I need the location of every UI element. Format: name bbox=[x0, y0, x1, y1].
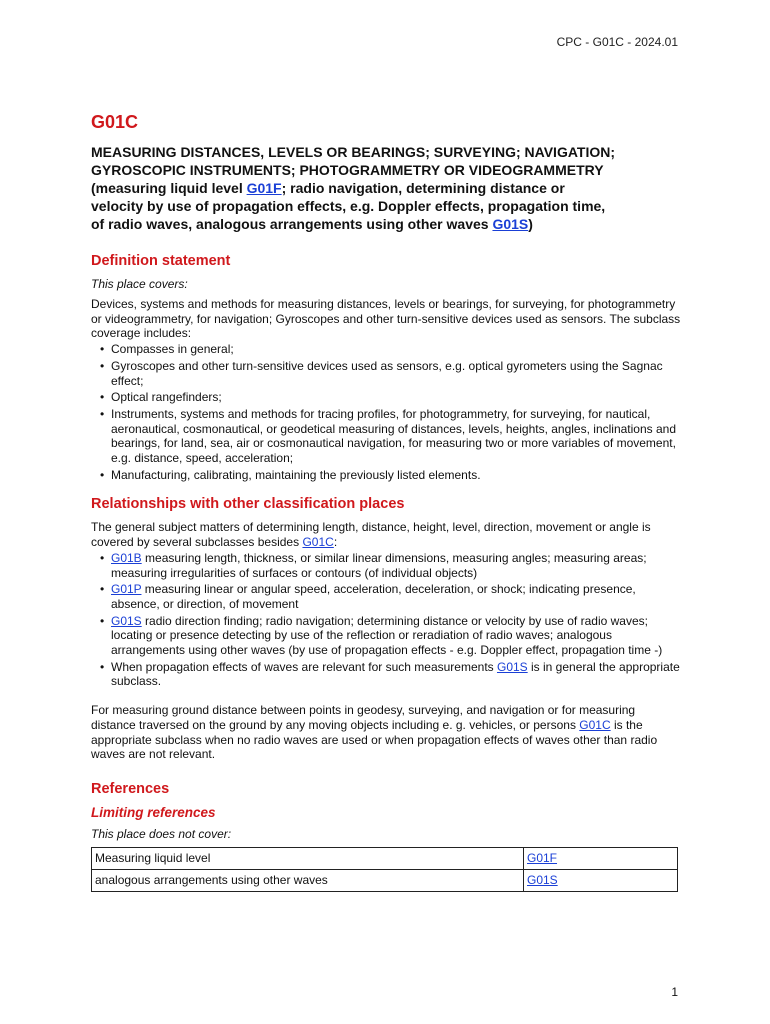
relationships-paragraph bbox=[91, 703, 681, 762]
bullet: • bbox=[100, 358, 105, 373]
reference-code-cell bbox=[524, 869, 678, 891]
list-item bbox=[91, 468, 681, 483]
bullet: • bbox=[100, 550, 105, 565]
page-number: 1 bbox=[671, 985, 678, 999]
link-g01f[interactable]: G01F bbox=[246, 180, 282, 196]
bullet: • bbox=[100, 582, 105, 597]
title-line-5 bbox=[91, 215, 681, 233]
paragraph-text: For measuring ground distance between points in geodesy, surveying, and navigation or for measuring distance traversed on the ground by any moving objects including e. g. vehicles, or persons bbox=[91, 703, 636, 732]
list-item-text: Manufacturing, calibrating, maintaining the previously listed elements. bbox=[111, 467, 481, 482]
document-id: CPC - G01C - 2024.01 bbox=[556, 35, 678, 49]
bullet: • bbox=[100, 659, 105, 674]
reference-description: analogous arrangements using other waves bbox=[92, 869, 524, 891]
intro-text: The general subject matters of determining length, distance, height, level, direction, movement or angle is covered by several subclasses besides bbox=[91, 520, 651, 550]
link-g01s[interactable]: G01S bbox=[496, 659, 528, 674]
relationships-intro bbox=[91, 520, 681, 549]
list-item-text: Instruments, systems and methods for tracing profiles, for photogrammetry, for surveying, for nautical, aeronautical, cosmonautical, or geodetical measuring of distances, levels, heights, angles, inclinations and bearings, for land, sea, air or cosmonautical navigation, for measuring two or more variables of movement, e.g. distance, speed, acceleration; bbox=[111, 406, 676, 466]
definition-text: Devices, systems and methods for measuring distances, levels or bearings, for surveying, for photogrammetry or videogrammetry, for navigation; Gyroscopes and other turn-sensitive devices used as sensors. The subclass coverage includes: bbox=[91, 297, 681, 341]
bullet: • bbox=[100, 342, 105, 357]
list-item-text: Compasses in general; bbox=[111, 342, 234, 357]
list-item-text: is in general the appropriate subclass. bbox=[111, 659, 680, 689]
list-item-text: measuring length, thickness, or similar linear dimensions, measuring angles; measuring areas; measuring irregularities of surfaces or contours (of individual objects) bbox=[111, 550, 647, 580]
list-item bbox=[91, 390, 681, 405]
references-heading: References bbox=[91, 780, 170, 797]
relationships-list bbox=[91, 551, 681, 689]
link-g01s[interactable]: G01S bbox=[492, 216, 529, 232]
link-g01f[interactable]: G01F bbox=[527, 851, 558, 866]
list-item-text: measuring linear or angular speed, acceleration, deceleration, or shock; indicating presence, absence, or direction, of movement bbox=[111, 582, 636, 611]
link-g01p[interactable]: G01P bbox=[111, 582, 142, 597]
list-item bbox=[91, 407, 681, 466]
title-text: (measuring liquid level bbox=[91, 180, 247, 196]
link-g01c[interactable]: G01C bbox=[302, 535, 334, 550]
bullet: • bbox=[100, 406, 105, 421]
link-g01s[interactable]: G01S bbox=[527, 873, 558, 888]
list-item bbox=[91, 660, 681, 689]
definition-heading: Definition statement bbox=[91, 253, 231, 269]
title-line-3 bbox=[91, 179, 681, 197]
list-item-text: radio direction finding; radio navigation; determining distance or velocity by use of radio waves; locating or presence detecting by use of the reflection or reradiation of radio waves; analogous arrangements using other waves (by use of propagation effects - e.g. Doppler effect, propagation time -) bbox=[111, 613, 663, 658]
list-item-text: Gyroscopes and other turn-sensitive devices used as sensors, e.g. optical gyrometers using the Sagnac effect; bbox=[111, 358, 663, 388]
list-item-text: Optical rangefinders; bbox=[111, 390, 222, 405]
relationships-heading: Relationships with other classification places bbox=[91, 496, 405, 513]
list-item bbox=[91, 342, 681, 357]
list-item-text: When propagation effects of waves are relevant for such measurements bbox=[111, 659, 497, 674]
title-line-1: MEASURING DISTANCES, LEVELS OR BEARINGS; SURVEYING; NAVIGATION; bbox=[91, 144, 616, 160]
subclass-title bbox=[91, 143, 681, 233]
intro-text: : bbox=[333, 535, 338, 550]
list-item bbox=[91, 551, 681, 580]
references-intro: This place does not cover: bbox=[91, 826, 232, 841]
title-line-4: velocity by use of propagation effects, e.g. Doppler effects, propagation time, bbox=[91, 198, 606, 214]
link-g01s[interactable]: G01S bbox=[111, 613, 142, 628]
classification-code: G01C bbox=[91, 112, 139, 132]
reference-code-cell bbox=[524, 847, 678, 869]
list-item bbox=[91, 582, 681, 611]
table-row bbox=[92, 847, 678, 869]
paragraph-text: is the appropriate subclass when no radio waves are used or when propagation effects of waves other than radio waves are not relevant. bbox=[91, 717, 658, 762]
bullet: • bbox=[100, 390, 105, 405]
list-item bbox=[91, 359, 681, 388]
reference-description: Measuring liquid level bbox=[92, 847, 524, 869]
title-line-2: GYROSCOPIC INSTRUMENTS; PHOTOGRAMMETRY OR VIDEOGRAMMETRY bbox=[91, 162, 604, 178]
link-g01b[interactable]: G01B bbox=[111, 550, 142, 565]
definition-list bbox=[91, 342, 681, 482]
title-text: of radio waves, analogous arrangements using other waves bbox=[91, 216, 493, 232]
bullet: • bbox=[100, 613, 105, 628]
definition-intro: This place covers: bbox=[91, 277, 188, 291]
title-text: ) bbox=[528, 216, 533, 232]
limiting-references-heading: Limiting references bbox=[91, 804, 216, 820]
table-row bbox=[92, 869, 678, 891]
link-g01c[interactable]: G01C bbox=[579, 717, 611, 732]
title-text: ; radio navigation, determining distance or bbox=[281, 180, 565, 196]
document-body bbox=[91, 112, 681, 892]
list-item bbox=[91, 614, 681, 658]
limiting-references-table bbox=[91, 847, 678, 892]
bullet: • bbox=[100, 467, 105, 482]
